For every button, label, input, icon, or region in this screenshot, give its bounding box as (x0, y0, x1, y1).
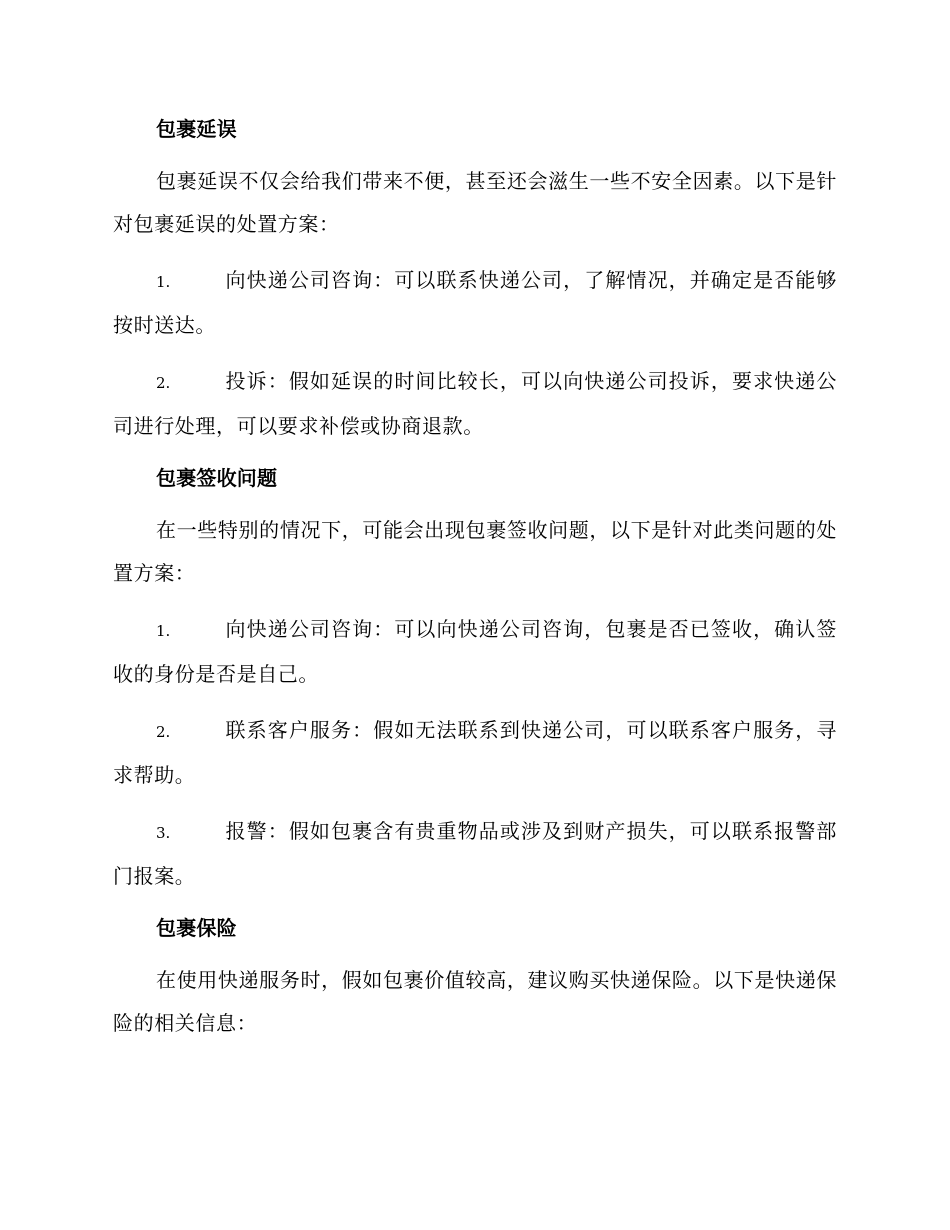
list-item (113, 259, 837, 347)
list-number: 1. (156, 273, 171, 291)
list-item-text: 向快递公司咨询：可以向快递公司咨询，包裹是否已签收，确认签收的身份是否是自己。 (113, 617, 837, 686)
section-package-insurance (113, 911, 837, 1045)
section-intro-paragraph: 在使用快递服务时，假如包裹价值较高，建议购买快递保险。以下是快递保险的相关信息： (113, 968, 837, 1035)
list-item-text: 联系客户服务：假如无法联系到快递公司，可以联系客户服务，寻求帮助。 (113, 718, 837, 787)
section-heading: 包裹签收问题 (156, 466, 278, 490)
section-intro-paragraph: 包裹延误不仅会给我们带来不便，甚至还会滋生一些不安全因素。以下是针对包裹延误的处置方案： (113, 169, 837, 236)
list-item (113, 360, 837, 448)
list-item-text: 投诉：假如延误的时间比较长，可以向快递公司投诉，要求快递公司进行处理，可以要求补偿或协商退款。 (113, 369, 837, 438)
section-intro-paragraph: 在一些特别的情况下，可能会出现包裹签收问题，以下是针对此类问题的处置方案： (113, 518, 837, 585)
list-item-text: 向快递公司咨询：可以联系快递公司，了解情况，并确定是否能够按时送达。 (113, 268, 837, 337)
list-item (113, 709, 837, 797)
document-body (113, 112, 837, 1045)
section-package-delay (113, 112, 837, 461)
section-heading: 包裹保险 (156, 916, 237, 940)
list-item (113, 608, 837, 696)
list-number: 1. (156, 622, 171, 640)
list-number: 2. (156, 723, 171, 741)
list-number: 2. (156, 374, 171, 392)
list-item-text: 报警：假如包裹含有贵重物品或涉及到财产损失，可以联系报警部门报案。 (113, 819, 837, 888)
list-number: 3. (156, 824, 171, 842)
section-heading: 包裹延误 (156, 117, 237, 141)
section-package-signing (113, 461, 837, 911)
list-item (113, 810, 837, 898)
